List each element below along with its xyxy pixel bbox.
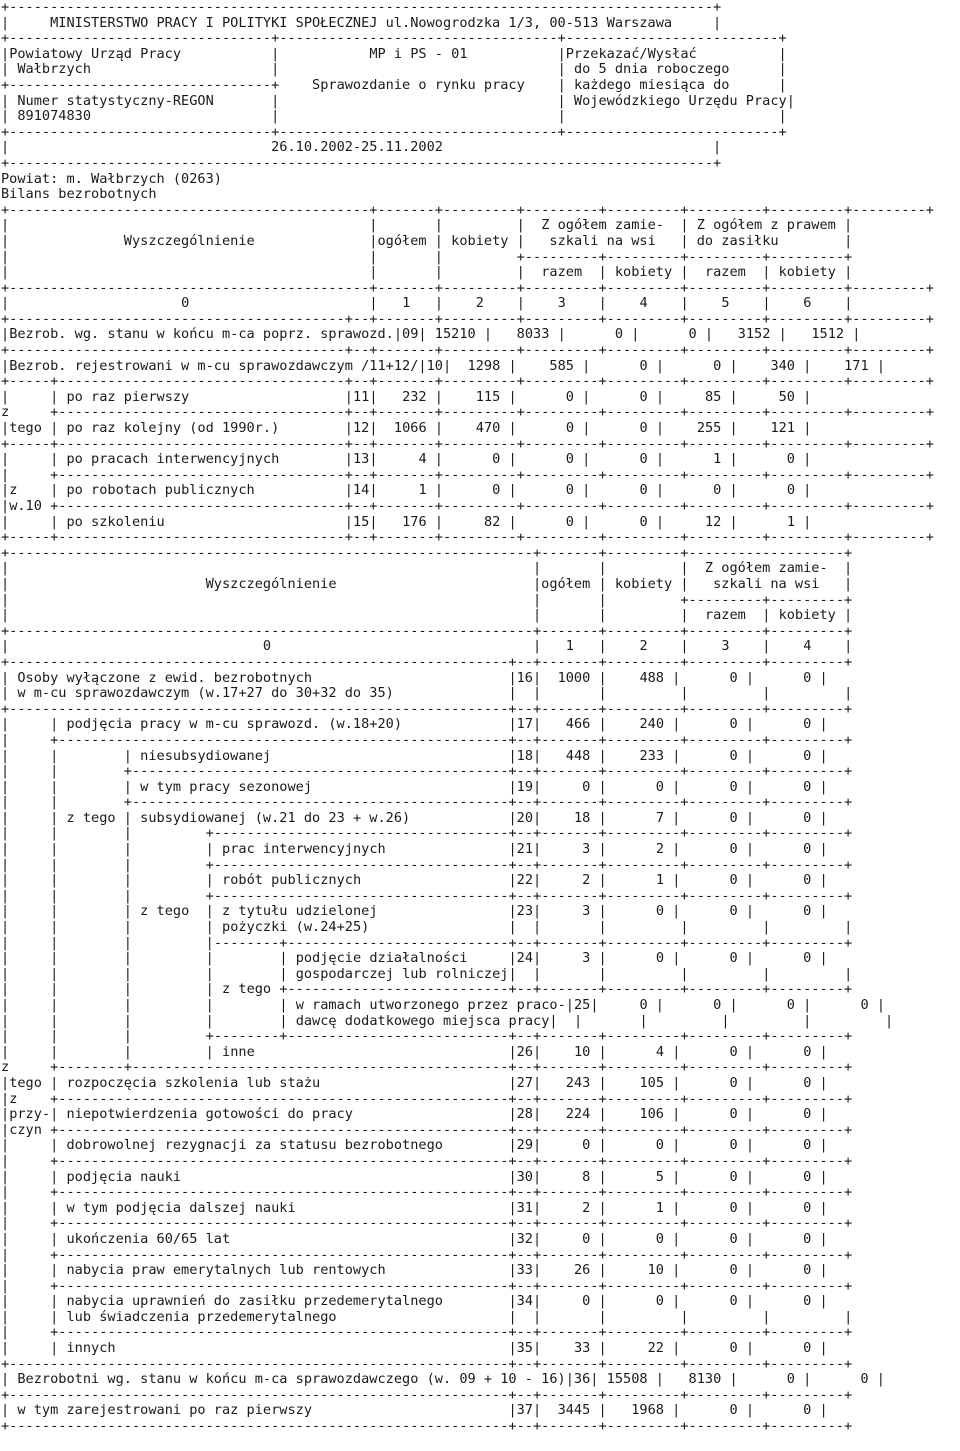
cell-value: 470: [475, 420, 501, 437]
cell-value: 5: [655, 1168, 664, 1185]
header-rural: Z ogółem zamie-: [541, 217, 664, 234]
column-number: 3: [557, 295, 566, 312]
cell-value: 0: [729, 716, 738, 733]
cell-value: 0: [492, 451, 501, 468]
cell-value: 0: [803, 1043, 812, 1060]
cell-value: 0: [803, 747, 812, 764]
cell-value: 0: [729, 1293, 738, 1310]
cell-value: 105: [639, 1074, 665, 1091]
cell-value: 0: [803, 841, 812, 858]
row-label: Osoby wyłączone z ewid. bezrobotnych: [17, 669, 313, 686]
row-number: 11: [352, 388, 370, 405]
cell-value: 18: [573, 809, 591, 826]
cell-value: 240: [639, 716, 665, 733]
form-title: Sprawozdanie o rynku pracy: [312, 76, 525, 93]
cell-value: 1968: [631, 1402, 664, 1419]
cell-value: 0: [565, 420, 575, 437]
row-label: nabycia praw emerytalnych lub rentowych: [66, 1262, 386, 1279]
cell-value: 0: [803, 1230, 812, 1247]
column-number: 6: [803, 295, 812, 312]
cell-value: 0: [803, 1168, 812, 1185]
cell-value: 0: [803, 903, 812, 920]
row-label: po raz pierwszy: [66, 388, 190, 405]
row-label: w ramach utworzonego przez praco-: [295, 997, 566, 1013]
ministry-header: MINISTERSTWO PRACY I POLITYKI SPOŁECZNEJ ul.Nowogrodzka 1/3, 00-513 Warszawa: [50, 14, 673, 31]
group-label: tego: [9, 1074, 42, 1091]
row-label: podjęcia pracy w m-cu sprawozd. (w.18+20): [66, 716, 403, 733]
cell-value: 243: [565, 1074, 591, 1091]
cell-value: 0: [639, 388, 648, 405]
cell-value: 0: [688, 326, 697, 343]
column-number: 5: [721, 295, 730, 312]
cell-value: 82: [483, 513, 501, 530]
column-number: 1: [402, 295, 411, 312]
cell-value: 0: [729, 903, 738, 920]
row-number: 20: [516, 809, 534, 826]
cell-value: 0: [655, 1137, 664, 1154]
cell-value: 0: [582, 1137, 591, 1154]
cell-value: 2: [582, 872, 591, 889]
row-label: gospodarczej lub rolniczej: [295, 965, 509, 982]
cell-value: 1: [655, 872, 665, 889]
group-label: z: [9, 482, 18, 499]
column-number: 0: [262, 638, 272, 655]
row-label: po raz kolejny (od 1990r.): [66, 420, 280, 437]
cell-value: 0: [729, 1137, 738, 1154]
column-number: 1: [565, 638, 574, 655]
header-subtotal: razem: [704, 607, 746, 624]
cell-value: 85: [704, 388, 722, 405]
cell-value: 0: [729, 1106, 738, 1123]
cell-value: 0: [655, 1293, 664, 1310]
cell-value: 0: [639, 451, 648, 468]
reporting-period: 26.10.2002-25.11.2002: [271, 139, 443, 156]
delivery-note: Przekazać/Wysłać: [565, 45, 697, 62]
cell-value: 0: [803, 778, 812, 795]
cell-value: 0: [803, 809, 812, 826]
cell-value: 1: [713, 451, 722, 468]
row-label: Bezrob. rejestrowani w m-cu sprawozdawczym /11+12/: [9, 357, 419, 374]
group-label: czyn: [9, 1121, 42, 1138]
cell-value: 176: [402, 513, 427, 530]
cell-value: 0: [786, 1371, 795, 1388]
row-label: niepotwierdzenia gotowości do pracy: [66, 1106, 353, 1123]
cell-value: 224: [565, 1106, 591, 1123]
row-label: robót publicznych: [222, 872, 362, 889]
cell-value: 1: [786, 513, 795, 530]
cell-value: 0: [729, 1168, 738, 1185]
report-printout: +--------------------------------------------------------------------------------------+ | MINISTERSTWO PRACY I POLITYKI SPOŁECZNEJ ul.Nowogrodzka 1/3, 00-513 Warszawa | +--------------------------------+----------------------------------+--------------------------+ |Powiatowy Urząd Pracy | MP i PS - 01 |Przekazać/Wysłać | | Wałbrzych | | do 5 dnia roboczego | +--------------------------------+ Sprawozdanie o rynku pracy | każdego miesiąca do | | Numer statystyczny-REGON | | Wojewódzkiego Urzędu Pracy| | 891074830 | | | +--------------------------------+----------------------------------+--------------------------+ | 26.10.2002-25.11.2002 | +--------------------------------------------------------------------------------------+ Powiat: m. Wałbrzych (0263) Bilans bezrobotnych +--------------------------------------------+-------+---------+---------+---------+---------+---------+---------+ | | | | Z ogółem zamie- | Z ogółem z prawem | | Wyszczególnienie |ogółem | kobiety | szkali na wsi | do zasiłku | | | | +---------+---------+---------+---------+ | | | | razem | kobiety | razem | kobiety | +--------------------------------------------+-------+---------+---------+---------+---------+---------+---------+ | 0 | 1 | 2 | 3 | 4 | 5 | 6 | +-----------------------------------------+--+-------+---------+---------+---------+---------+---------+---------+ |Bezrob. wg. stanu w końcu m-ca poprz. sprawozd.|09| 15210 | 8033 | 0 | 0 | 3152 | 1512 | +-----------------------------------------+--+-------+---------+---------+---------+---------+---------+---------+ |Bezrob. rejestrowani w m-cu sprawozdawczym /11+12/|10| 1298 | 585 | 0 | 0 | 340 | 171 | +-----+-----------------------------------+--+-------+---------+---------+---------+---------+---------+---------+ | | po raz pierwszy |11| 232 | 115 | 0 | 0 | 85 | 50 | z +-----------------------------------+--+-------+---------+---------+---------+---------+---------+---------+ |tego | po raz kolejny (od 1990r.) |12| 1066 | 470 | 0 | 0 | 255 | 121 | +-----+-----------------------------------+--+-------+---------+---------+---------+---------+---------+---------+ | | po pracach interwencyjnych |13| 4 | 0 | 0 | 0 | 1 | 0 | | +-----------------------------------+--+-------+---------+---------+---------+---------+---------+---------+ |z | po robotach publicznych |14| 1 | 0 | 0 | 0 | 0 | 0 | |w.10 +-----------------------------------+--+-------+---------+---------+---------+---------+---------+---------+ | | po szkoleniu |15| 176 | 82 | 0 | 0 | 12 | 1 | +-----+-----------------------------------+--+-------+---------+---------+---------+---------+---------+---------+ +----------------------------------------------------------------+-------+---------+-------------------+ | | | | Z ogółem zamie- | | Wyszczególnienie |ogółem | kobiety | szkali na wsi | | | | +---------+---------+ | | | | razem | kobiety | +----------------------------------------------------------------+-------+---------+---------+---------+ | 0 | 1 | 2 | 3 | 4 | +-------------------------------------------------------------+--+-------+---------+---------+---------+ | Osoby wyłączone z ewid. bezrobotnych |16| 1000 | 488 | 0 | 0 | | w m-cu sprawozdawczym (w.17+27 do 30+32 do 35) | | | | | | +-------------------------------------------------------------+--+-------+---------+---------+---------+ | | podjęcia pracy w m-cu sprawozd. (w.18+20) |17| 466 | 240 | 0 | 0 | | +-------------------------------------------------------+--+-------+---------+---------+---------+ | | | niesubsydiowanej |18| 448 | 233 | 0 | 0 | | | +----------------------------------------------+--+-------+---------+---------+---------+ | | | w tym pracy sezonowej |19| 0 | 0 | 0 | 0 | | | +----------------------------------------------+--+-------+---------+---------+---------+ | | z tego | subsydiowanej (w.21 do 23 + w.26) |20| 18 | 7 | 0 | 0 | | | | +------------------------------------+--+-------+---------+---------+---------+ | | | | prac interwencyjnych |21| 3 | 2 | 0 | 0 | | | | +------------------------------------+--+-------+---------+---------+---------+ | | | | robót publicznych |22| 2 | 1 | 0 | 0 | | | | +------------------------------------+--+-------+---------+---------+---------+ | | | z tego | z tytułu udzielonej |23| 3 | 0 | 0 | 0 | | | | | pożyczki (w.24+25) | | | | | | | | | |--------+---------------------------+--+-------+---------+---------+---------+ | | | | | podjęcie działalności |24| 3 | 0 | 0 | 0 | | | | | | gospodarczej lub rolniczej| | | | | | | | | | z tego +---------------------------+--+-------+---------+---------+---------+ | | | | | w ramach utworzonego przez praco-|25| 0 | 0 | 0 | 0 | | | | | | dawcę dodatkowego miejsca pracy| | | | | | | | | +--------+---------------------------+--+-------+---------+---------+---------+ | | | | inne |26| 10 | 4 | 0 | 0 | z +--------+----------------------------------------------+--+-------+---------+---------+---------+ |tego | rozpoczęcia szkolenia lub stażu |27| 243 | 105 | 0 | 0 | |z +-------------------------------------------------------+--+-------+---------+---------+---------+ |przy-| niepotwierdzenia gotowości do pracy |28| 224 | 106 | 0 | 0 | |czyn +-------------------------------------------------------+--+-------+---------+---------+---------+ | | dobrowolnej rezygnacji za statusu bezrobotnego |29| 0 | 0 | 0 | 0 | | +-------------------------------------------------------+--+-------+---------+---------+---------+ | | podjęcia nauki |30| 8 | 5 | 0 | 0 | | +-------------------------------------------------------+--+-------+---------+---------+---------+ | | w tym podjęcia dalszej nauki |31| 2 | 1 | 0 | 0 | | +-------------------------------------------------------+--+-------+---------+---------+---------+ | | ukończenia 60/65 lat |32| 0 | 0 | 0 | 0 | | +-------------------------------------------------------+--+-------+---------+---------+---------+ | | nabycia praw emerytalnych lub rentowych |33| 26 | 10 | 0 | 0 | | +-------------------------------------------------------+--+-------+---------+---------+---------+ | | nabycia uprawnień do zasiłku przedemerytalnego |34| 0 | 0 | 0 | 0 | | | lub świadczenia przedemerytalnego | | | | | | | +-------------------------------------------------------+--+-------+---------+---------+---------+ | | innych |35| 33 | 22 | 0 | 0 | +-------------------------------------------------------------+--+-------+---------+---------+---------+ | Bezrobotni wg. stanu w końcu m-ca sprawozdawczego (w. 09 + 10 - 16)|36| 15508 | 8130 | 0 | 0 | +-------------------------------------------------------------+--+-------+---------+---------+---------+ | w tym zarejestrowani po raz pierwszy |37| 3445 | 1968 | 0 | 0 | +-------------------------------------------------------------+--+-------+---------+---------+---------+: [1, 0, 935, 1435]
row-number: 17: [516, 716, 534, 733]
cell-value: 0: [582, 778, 591, 795]
row-number: 16: [516, 669, 533, 686]
group-label: z tego: [140, 903, 190, 920]
cell-value: 8130: [688, 1371, 722, 1388]
row-label: w tym podjęcia dalszej nauki: [66, 1199, 296, 1216]
office-name: Powiatowy Urząd Pracy: [9, 45, 182, 62]
cell-value: 0: [729, 747, 738, 764]
cell-value: 0: [729, 778, 738, 795]
cell-value: 0: [713, 482, 722, 499]
header-subtotal: razem: [541, 264, 583, 281]
header-subwomen: kobiety: [778, 264, 836, 281]
row-label: nabycia uprawnień do zasiłku przedemerytalnego: [66, 1293, 443, 1310]
cell-value: 0: [582, 1230, 591, 1247]
row-number: 30: [516, 1168, 533, 1185]
row-number: 35: [516, 1340, 533, 1357]
row-number: 25: [573, 997, 591, 1013]
row-label: rozpoczęcia szkolenia lub stażu: [66, 1074, 321, 1091]
group-label: z: [9, 1090, 18, 1107]
cell-value: 8033: [516, 326, 550, 343]
cell-value: 0: [639, 997, 648, 1013]
form-code: MP i PS - 01: [369, 45, 468, 62]
group-label: z: [1, 1059, 10, 1076]
cell-value: 0: [639, 482, 648, 499]
row-label: w m-cu sprawozdawczym (w.17+27 do 30+32 do 35): [17, 685, 394, 702]
cell-value: 15508: [606, 1371, 648, 1388]
row-label: niesubsydiowanej: [140, 747, 272, 764]
row-number: 24: [516, 950, 534, 967]
cell-value: 171: [844, 357, 869, 374]
cell-value: 0: [786, 451, 795, 468]
cell-value: 1: [655, 1199, 664, 1216]
header-rural: szkali na wsi: [713, 575, 820, 592]
cell-value: 0: [729, 809, 738, 826]
header-subwomen: kobiety: [778, 607, 836, 624]
cell-value: 0: [614, 326, 624, 343]
cell-value: 3152: [737, 326, 771, 343]
cell-value: 3: [582, 903, 591, 920]
row-label: podjęcie działalności: [295, 950, 468, 967]
column-number: 4: [803, 638, 812, 655]
cell-value: 0: [729, 841, 738, 858]
column-number: 2: [639, 638, 648, 655]
row-number: 27: [516, 1074, 534, 1091]
cell-value: 448: [565, 747, 591, 764]
row-number: 28: [516, 1106, 533, 1123]
cell-value: 0: [729, 950, 738, 967]
row-label: pożyczki (w.24+25): [222, 919, 370, 936]
cell-value: 0: [860, 997, 869, 1013]
header-rural: szkali na wsi: [549, 232, 656, 249]
row-label: w tym zarejestrowani po raz pierwszy: [17, 1402, 313, 1419]
cell-value: 3: [582, 841, 591, 858]
row-label: prac interwencyjnych: [222, 841, 386, 858]
row-number: 21: [516, 841, 534, 858]
cell-value: 0: [803, 716, 812, 733]
cell-value: 0: [565, 482, 574, 499]
row-number: 33: [516, 1262, 533, 1279]
cell-value: 22: [647, 1340, 664, 1357]
row-number: 34: [516, 1293, 534, 1310]
row-label: ukończenia 60/65 lat: [66, 1230, 231, 1247]
cell-value: 3445: [557, 1402, 591, 1419]
header-benefit: Z ogółem z prawem: [696, 217, 836, 234]
row-number: 15: [352, 513, 370, 530]
cell-value: 0: [729, 1262, 738, 1279]
cell-value: 10: [647, 1262, 664, 1279]
row-number: 18: [516, 747, 534, 764]
row-number: 23: [516, 903, 534, 920]
cell-value: 233: [639, 747, 665, 764]
row-label: po szkoleniu: [66, 513, 165, 530]
row-label: podjęcia nauki: [66, 1168, 182, 1185]
regon-label: Numer statystyczny-REGON: [17, 92, 214, 109]
group-label: przy-: [9, 1106, 51, 1123]
cell-value: 0: [786, 482, 795, 499]
header-women: kobiety: [451, 232, 509, 249]
cell-value: 15210: [434, 326, 476, 343]
cell-value: 2: [655, 841, 664, 858]
row-number: 32: [516, 1230, 533, 1247]
row-label: innych: [66, 1340, 116, 1357]
cell-value: 1066: [393, 420, 427, 437]
cell-value: 0: [713, 357, 722, 374]
delivery-note: Wojewódzkiego Urzędu Pracy: [573, 92, 787, 109]
cell-value: 255: [696, 420, 722, 437]
cell-value: 488: [639, 669, 664, 686]
cell-value: 1512: [811, 326, 845, 343]
cell-value: 0: [803, 1340, 812, 1357]
row-number: 10: [426, 357, 443, 374]
cell-value: 0: [803, 1262, 812, 1279]
row-number: 19: [516, 778, 534, 795]
cell-value: 0: [803, 1137, 812, 1154]
cell-value: 0: [639, 357, 648, 374]
row-number: 36: [573, 1371, 591, 1388]
row-label: inne: [222, 1043, 255, 1060]
cell-value: 0: [803, 1199, 812, 1216]
cell-value: 0: [803, 669, 812, 686]
cell-value: 0: [860, 1371, 869, 1388]
header-total: ogółem: [541, 575, 591, 592]
header-women: kobiety: [614, 575, 673, 592]
cell-value: 1298: [467, 357, 501, 374]
row-label: lub świadczenia przedemerytalnego: [66, 1308, 337, 1325]
column-number: 4: [639, 295, 648, 312]
cell-value: 0: [729, 1402, 738, 1419]
header-item: Wyszczególnienie: [123, 232, 255, 249]
cell-value: 8: [582, 1168, 591, 1185]
cell-value: 2: [582, 1199, 591, 1216]
cell-value: 0: [729, 1199, 738, 1216]
row-number: 22: [516, 872, 534, 889]
group-label: z tego: [222, 981, 272, 998]
cell-value: 26: [573, 1262, 591, 1279]
cell-value: 0: [565, 451, 574, 468]
cell-value: 3: [582, 950, 591, 967]
row-number: 14: [352, 482, 370, 499]
cell-value: 106: [639, 1106, 664, 1123]
cell-value: 0: [729, 1074, 738, 1091]
cell-value: 232: [402, 388, 427, 405]
header-rural: Z ogółem zamie-: [704, 560, 828, 577]
group-label: w.10: [9, 498, 42, 514]
row-number: 12: [352, 420, 370, 437]
cell-value: 0: [729, 1230, 738, 1247]
delivery-note: do 5 dnia roboczego: [573, 61, 730, 78]
cell-value: 0: [639, 420, 648, 437]
cell-value: 0: [803, 1402, 812, 1419]
cell-value: 0: [729, 669, 738, 686]
cell-value: 0: [803, 1074, 812, 1091]
column-number: 2: [475, 295, 484, 312]
group-label: z: [1, 404, 10, 421]
row-label: dawcę dodatkowego miejsca pracy: [295, 1012, 550, 1029]
cell-value: 0: [729, 872, 738, 889]
cell-value: 0: [655, 1230, 664, 1247]
cell-value: 340: [770, 357, 795, 374]
cell-value: 585: [549, 357, 574, 374]
row-label: Bezrob. wg. stanu w końcu m-ca poprz. sprawozd.: [9, 326, 394, 343]
cell-value: 0: [786, 997, 795, 1013]
cell-value: 50: [778, 388, 795, 405]
row-number: 13: [352, 451, 370, 468]
cell-value: 0: [655, 950, 665, 967]
cell-value: 1000: [557, 669, 591, 686]
cell-value: 0: [803, 950, 812, 967]
row-label: po robotach publicznych: [66, 482, 255, 499]
cell-value: 0: [729, 1043, 738, 1060]
row-number: 26: [516, 1043, 534, 1060]
cell-value: 1: [418, 482, 427, 499]
section-title: Bilans bezrobotnych: [1, 186, 157, 203]
cell-value: 0: [803, 1106, 812, 1123]
delivery-note: każdego miesiąca do: [573, 76, 730, 93]
cell-value: 0: [565, 513, 574, 530]
cell-value: 4: [655, 1043, 665, 1060]
column-number: 3: [721, 638, 730, 655]
cell-value: 121: [770, 420, 796, 437]
row-label: dobrowolnej rezygnacji za statusu bezrobotnego: [66, 1137, 443, 1154]
county-label: Powiat: m. Wałbrzych (0263): [1, 170, 222, 187]
row-label: z tytułu udzielonej: [222, 903, 378, 920]
header-total: ogółem: [377, 232, 427, 249]
group-label: tego: [9, 420, 42, 437]
header-benefit: do zasiłku: [696, 232, 779, 249]
cell-value: 33: [573, 1340, 591, 1357]
row-number: 09: [402, 326, 419, 343]
column-number: 0: [181, 295, 190, 312]
cell-value: 10: [573, 1043, 591, 1060]
cell-value: 115: [475, 388, 501, 405]
header-subwomen: kobiety: [614, 264, 673, 281]
cell-value: 0: [729, 1340, 738, 1357]
cell-value: 0: [655, 903, 664, 920]
cell-value: 4: [418, 451, 427, 468]
row-number: 37: [516, 1402, 533, 1419]
header-subtotal: razem: [704, 264, 746, 281]
cell-value: 0: [803, 872, 812, 889]
row-number: 29: [516, 1137, 534, 1154]
cell-value: 12: [704, 513, 722, 530]
header-item: Wyszczególnienie: [205, 575, 337, 592]
office-city: Wałbrzych: [17, 61, 92, 78]
cell-value: 0: [565, 388, 574, 405]
cell-value: 0: [492, 482, 501, 499]
row-label: subsydiowanej (w.21 do 23 + w.26): [140, 809, 411, 826]
cell-value: 0: [803, 1293, 812, 1310]
cell-value: 0: [639, 513, 648, 530]
group-label: z tego: [66, 809, 116, 826]
cell-value: 466: [565, 716, 591, 733]
cell-value: 0: [713, 997, 722, 1013]
cell-value: 0: [655, 778, 664, 795]
row-label: Bezrobotni wg. stanu w końcu m-ca sprawozdawczego (w. 09 + 10 - 16): [17, 1371, 566, 1388]
row-number: 31: [516, 1199, 533, 1216]
row-label: po pracach interwencyjnych: [66, 451, 280, 468]
cell-value: 7: [655, 809, 664, 826]
cell-value: 0: [582, 1293, 591, 1310]
row-label: w tym pracy sezonowej: [140, 778, 313, 795]
regon-number: 891074830: [17, 108, 92, 125]
